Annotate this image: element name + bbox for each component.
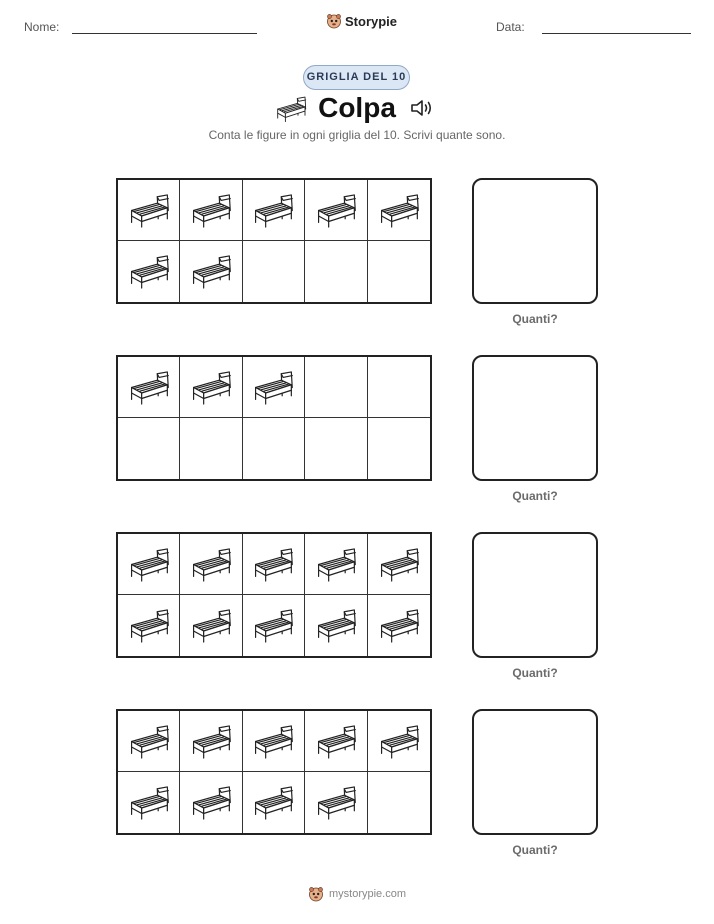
- ten-frame-cell: [118, 180, 180, 241]
- date-line[interactable]: [542, 33, 691, 34]
- ten-frame-cell: [368, 534, 430, 595]
- ten-frame-cell: [118, 357, 180, 418]
- bed-icon: [377, 607, 421, 644]
- ten-frame-cell: [180, 595, 242, 656]
- bed-icon: [377, 546, 421, 583]
- ten-frame-cell: [368, 357, 430, 418]
- brand-name: Storypie: [345, 13, 398, 29]
- bed-icon: [189, 607, 233, 644]
- ten-frame-cell: [243, 772, 305, 833]
- ten-frame-cell: [180, 357, 242, 418]
- name-line[interactable]: [72, 33, 257, 34]
- ten-frame-cell: [305, 241, 367, 302]
- instructions: Conta le figure in ogni griglia del 10. Scrivi quante sono.: [208, 128, 506, 142]
- bed-icon: [127, 607, 171, 644]
- ten-frame-cell: [118, 418, 180, 479]
- ten-frame-cell: [180, 534, 242, 595]
- ten-frame-grid: [116, 355, 432, 481]
- ten-frame-cell: [180, 241, 242, 302]
- ten-frame-cell: [243, 418, 305, 479]
- ten-frame-cell: [118, 711, 180, 772]
- ten-frame-cell: [180, 180, 242, 241]
- answer-box[interactable]: [472, 178, 598, 304]
- ten-frame-cell: [243, 711, 305, 772]
- bed-icon: [127, 784, 171, 821]
- ten-frame-cell: [305, 180, 367, 241]
- bed-icon: [314, 192, 358, 229]
- bed-icon: [251, 607, 295, 644]
- ten-frame-cell: [368, 180, 430, 241]
- answer-label: Quanti?: [512, 489, 558, 503]
- ten-frame-cell: [305, 772, 367, 833]
- ten-frame-cell: [243, 534, 305, 595]
- ten-frame-cell: [118, 595, 180, 656]
- bed-icon: [189, 784, 233, 821]
- bed-icon: [251, 784, 295, 821]
- ten-frame-cell: [180, 711, 242, 772]
- ten-frame-cell: [243, 595, 305, 656]
- bed-icon: [314, 607, 358, 644]
- bed-icon: [127, 723, 171, 760]
- mascot-icon: [326, 13, 342, 29]
- ten-frame-cell: [305, 418, 367, 479]
- bed-icon: [251, 723, 295, 760]
- ten-frame-cell: [118, 534, 180, 595]
- mascot-icon: [308, 886, 324, 902]
- ten-frame-grid: [116, 709, 432, 835]
- bed-icon: [274, 95, 308, 123]
- footer-url: mystorypie.com: [328, 888, 407, 900]
- bed-icon: [189, 546, 233, 583]
- ten-frame-grid: [116, 532, 432, 658]
- bed-icon: [314, 546, 358, 583]
- bed-icon: [127, 192, 171, 229]
- ten-frame-cell: [368, 772, 430, 833]
- bed-icon: [377, 723, 421, 760]
- ten-frame-cell: [305, 534, 367, 595]
- ten-frame-cell: [368, 711, 430, 772]
- ten-frame-grid: [116, 178, 432, 304]
- ten-frame-cell: [305, 357, 367, 418]
- worksheet-type-badge: GRIGLIA DEL 10: [303, 65, 410, 90]
- bed-icon: [127, 369, 171, 406]
- ten-frame-cell: [243, 357, 305, 418]
- title-row: [0, 92, 714, 126]
- bed-icon: [189, 192, 233, 229]
- bed-icon: [314, 784, 358, 821]
- answer-box[interactable]: [472, 532, 598, 658]
- ten-frame-cell: [243, 180, 305, 241]
- bed-icon: [377, 192, 421, 229]
- bed-icon: [189, 723, 233, 760]
- answer-label: Quanti?: [512, 666, 558, 680]
- ten-frame-cell: [368, 241, 430, 302]
- ten-frame-cell: [368, 595, 430, 656]
- ten-frame-cell: [305, 711, 367, 772]
- bed-icon: [189, 253, 233, 290]
- page-title: Colpa: [318, 92, 396, 123]
- date-label: Data:: [496, 20, 525, 34]
- answer-label: Quanti?: [512, 843, 558, 857]
- ten-frame-cell: [305, 595, 367, 656]
- ten-frame-cell: [243, 241, 305, 302]
- bed-icon: [127, 253, 171, 290]
- bed-icon: [127, 546, 171, 583]
- bed-icon: [314, 723, 358, 760]
- name-label: Nome:: [24, 20, 60, 34]
- answer-box[interactable]: [472, 355, 598, 481]
- ten-frame-cell: [180, 418, 242, 479]
- bed-icon: [251, 192, 295, 229]
- bed-icon: [251, 546, 295, 583]
- ten-frame-cell: [368, 418, 430, 479]
- ten-frame-cell: [118, 772, 180, 833]
- bed-icon: [189, 369, 233, 406]
- footer: [0, 886, 714, 902]
- ten-frame-cell: [118, 241, 180, 302]
- brand-logo: [326, 13, 397, 29]
- answer-label: Quanti?: [512, 312, 558, 326]
- ten-frame-cell: [180, 772, 242, 833]
- speaker-icon[interactable]: [409, 97, 435, 119]
- bed-icon: [251, 369, 295, 406]
- answer-box[interactable]: [472, 709, 598, 835]
